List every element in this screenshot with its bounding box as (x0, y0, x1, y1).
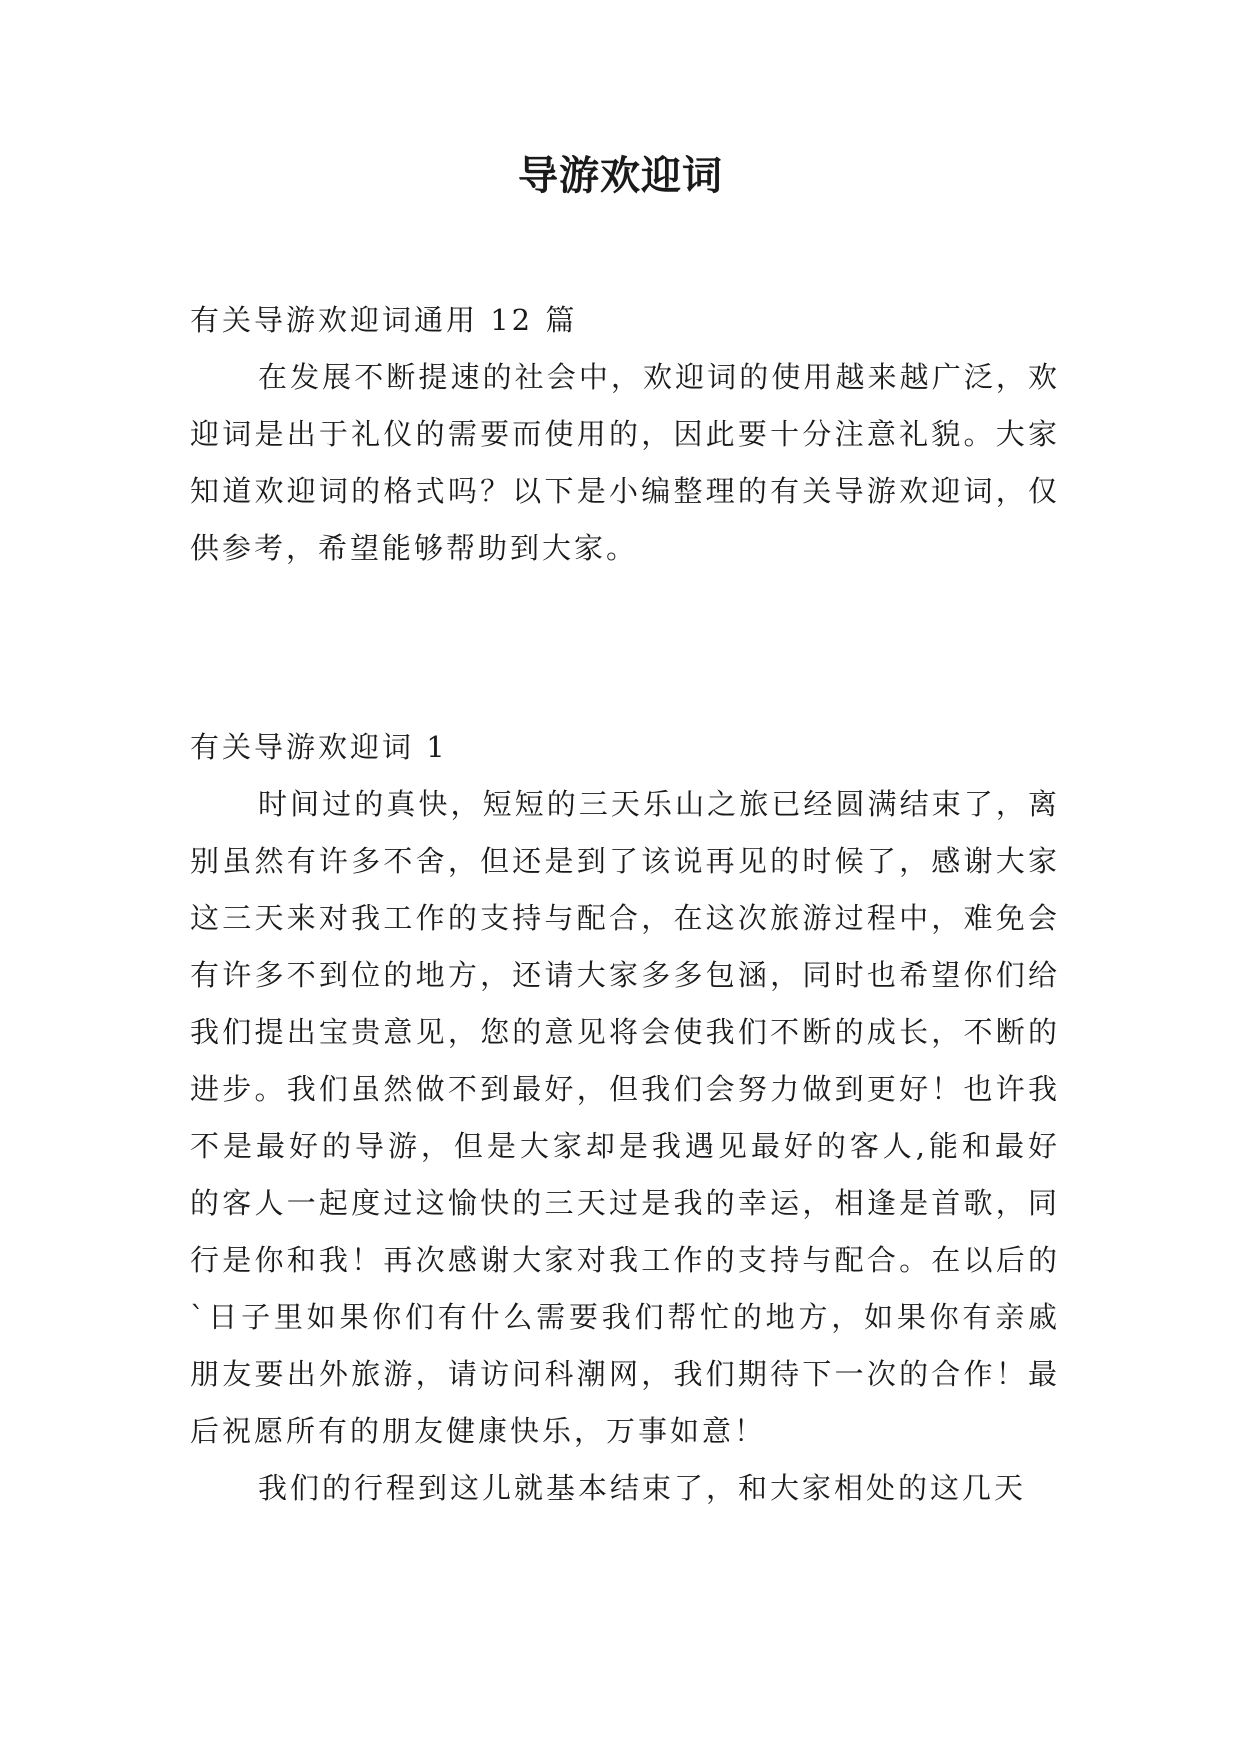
section-heading: 有关导游欢迎词 1 (190, 730, 448, 764)
section-paragraph: 我们的行程到这儿就基本结束了，和大家相处的这几天 (258, 1471, 1027, 1505)
section-paragraph: 时间过的真快，短短的三天乐山之旅已经圆满结束了，离别虽然有许多不舍，但还是到了该说再见的时候了，感谢大家这三天来对我工作的支持与配合，在这次旅游过程中，难免会有许多不到位的地方，还请大家多多包涵，同时也希望你们给我们提出宝贵意见，您的意见将会使我们不断的成长，不断的进步。我们虽然做不到最好，但我们会努力做到更好！也许我不是最好的导游，但是大家却是我遇见最好的客人,能和最好的客人一起度过这愉快的三天过是我的幸运，相逢是首歌，同行是你和我！再次感谢大家对我工作的支持与配合。在以后的`日子里如果你们有什么需要我们帮忙的地方，如果你有亲戚朋友要出外旅游，请访问科潮网，我们期待下一次的合作！最后祝愿所有的朋友健康快乐，万事如意！ (190, 787, 1060, 1448)
document-body (190, 292, 1060, 1517)
intro-heading: 有关导游欢迎词通用 12 篇 (190, 303, 578, 337)
section-spacer (190, 577, 1060, 719)
intro-paragraph: 在发展不断提速的社会中，欢迎词的使用越来越广泛，欢迎词是出于礼仪的需要而使用的，因此要十分注意礼貌。大家知道欢迎词的格式吗？以下是小编整理的有关导游欢迎词，仅供参考，希望能够帮助到大家。 (190, 360, 1060, 565)
document-title: 导游欢迎词 (518, 153, 723, 199)
